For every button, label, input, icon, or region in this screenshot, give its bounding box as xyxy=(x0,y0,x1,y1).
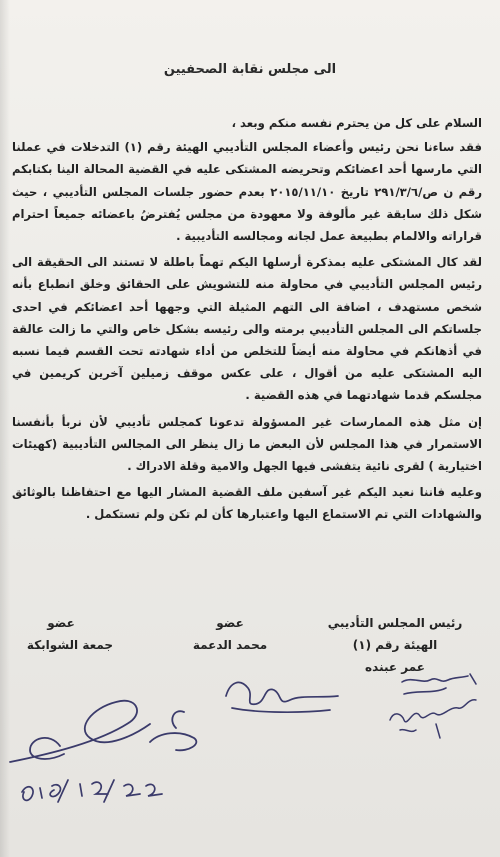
handwritten-date xyxy=(18,770,188,810)
handwritten-signatures xyxy=(0,650,500,850)
chair-name: عمر عبنده xyxy=(365,660,425,674)
paragraph-1: فقد ساءنا نحن رئيس وأعضاء المجلس التأديبي الهيئة رقم (١) التدخلات في عملنا التي مارسها أحد اعضائكم وتحريضه المشتكى عليه في القضية المحالة الينا بكتابكم رقم ن ص/٢٩١/٣/٦ تاريخ ٢٠١٥/١١/١٠ بعدم حضور جلسات المجلس التأديبي ، حيث شكل ذلك سابقة غير مألوفة ولا معهودة من مجلس يُفترضُ باعضائه جميعاً احترام قراراته والالمام بطبيعة عمل لجانه ومجالسه التأديبية . xyxy=(12,140,483,244)
chair-role: رئيس المجلس التأديبي xyxy=(327,616,463,630)
member2-signature-name xyxy=(390,700,476,738)
member1-signature-mark xyxy=(226,682,338,712)
chair-signature-mark xyxy=(10,701,196,762)
letter-title: الى مجلس نقابة الصحفيين xyxy=(163,62,337,77)
member1-name: محمد الدعمة xyxy=(192,638,268,652)
paragraph-4: وعليه فاننا نعيد اليكم غير آسفين ملف القضية المشار اليها مع احتفاظنا بالوثائق والشهادات التي تم الاستماع اليها واعتبارها كأن لم تكن ولم تستكمل . xyxy=(12,485,482,522)
letter-body xyxy=(12,112,482,530)
paragraph-2: لقد كال المشتكى عليه بمذكرة أرسلها اليكم تهماً باطلة لا تستند الى الحقيقة الى رئيس المجلس التأديبي في محاولة منه للتشويش على الحقائق وخلق انطباع بأنه شخص مستهدف ، اضافة الى التهم المثيلة التي وجهها أحد اعضائكم في احدى جلساتكم الى المجلس التأديبي برمته والى رئيسه بشكل خاص والتي ما زالت عالقة في أذهانكم في محاولة منه أيضاً للتخلص من أداء شهادته تحت القسم فيما نسبه اليه المشتكى عليه من أقوال ، على عكس موقف زميلين آخرين كريمين في مجلسكم قدما شهادتهما في هذه القضية . xyxy=(12,255,482,403)
member2-name: جمعة الشوابكة xyxy=(26,638,114,652)
paragraph-3: إن مثل هذه الممارسات غير المسؤولة تدعونا كمجلس تأديبي لأن نربأ بأنفسنا الاستمرار في هذا المجلس لأن البعض ما زال ينظر الى المجالس التأديبية (كهيئات اختيارية ) لقرى نائية يتفشى فيها الجهل والامية وقلة الادراك . xyxy=(12,414,482,474)
member1-role: عضو xyxy=(216,616,244,630)
member2-role: عضو xyxy=(47,616,75,630)
member2-signature-mark xyxy=(402,674,476,694)
greeting-line: السلام على كل من يحترم نفسه منكم وبعد ، xyxy=(231,116,482,130)
chair-body: الهيئة رقم (١) xyxy=(352,638,438,652)
